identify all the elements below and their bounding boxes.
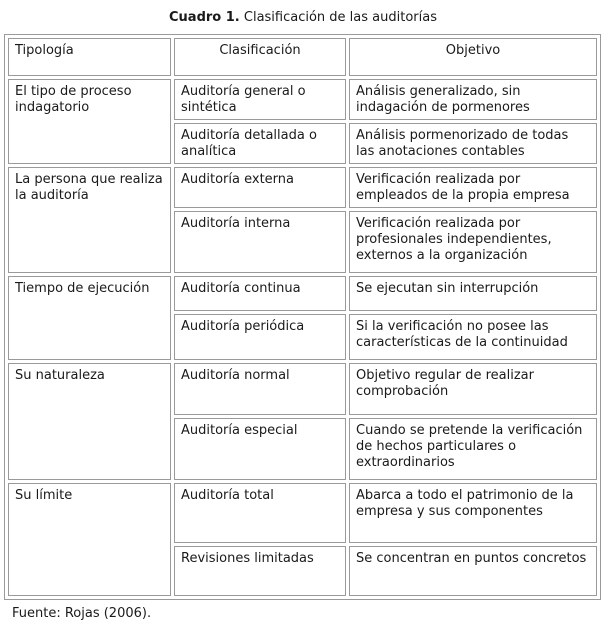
tipologia-cell: La persona que realiza la auditoría [8, 167, 171, 273]
clasificacion-cell: Auditoría general o sintética [174, 79, 346, 120]
objetivo-cell: Verificación realizada por empleados de la propia empresa [349, 167, 597, 208]
tipologia-cell: Su naturaleza [8, 363, 171, 480]
objetivo-cell: Objetivo regular de realizar comprobación [349, 363, 597, 415]
col-header-clasificacion: Clasificación [174, 38, 346, 76]
tipologia-cell: Tiempo de ejecución [8, 276, 171, 360]
objetivo-cell: Abarca a todo el patrimonio de la empresa y sus componentes [349, 483, 597, 543]
source-note: Fuente: Rojas (2006). [12, 606, 152, 621]
clasificacion-cell: Auditoría normal [174, 363, 346, 415]
objetivo-cell: Verificación realizada por profesionales independientes, externos a la organización [349, 211, 597, 273]
clasificacion-cell: Auditoría interna [174, 211, 346, 273]
clasificacion-cell: Auditoría detallada o analítica [174, 123, 346, 164]
clasificacion-cell: Auditoría continua [174, 276, 346, 311]
clasificacion-cell: Auditoría especial [174, 418, 346, 480]
objetivo-cell: Si la verificación no posee las características de la continuidad [349, 314, 597, 360]
objetivo-cell: Se concentran en puntos concretos [349, 546, 597, 596]
table-row [8, 79, 597, 120]
caption-label: Cuadro 1. [169, 10, 240, 25]
objetivo-cell: Análisis generalizado, sin indagación de pormenores [349, 79, 597, 120]
col-header-tipologia: Tipología [8, 38, 171, 76]
clasificacion-cell: Auditoría externa [174, 167, 346, 208]
tipologia-cell: El tipo de proceso indagatorio [8, 79, 171, 164]
clasificacion-cell: Auditoría periódica [174, 314, 346, 360]
audit-classification-table [4, 34, 601, 600]
objetivo-cell: Cuando se pretende la verificación de hechos particulares o extraordinarios [349, 418, 597, 480]
col-header-objetivo: Objetivo [349, 38, 597, 76]
caption-text: Clasificación de las auditorías [243, 10, 437, 25]
table-row [8, 483, 597, 543]
table-caption [4, 6, 602, 34]
table-row [8, 276, 597, 311]
objetivo-cell: Análisis pormenorizado de todas las anotaciones contables [349, 123, 597, 164]
table-row [8, 363, 597, 415]
table-row [8, 167, 597, 208]
clasificacion-cell: Revisiones limitadas [174, 546, 346, 596]
header-row [8, 38, 597, 76]
clasificacion-cell: Auditoría total [174, 483, 346, 543]
tipologia-cell: Su límite [8, 483, 171, 596]
objetivo-cell: Se ejecutan sin interrupción [349, 276, 597, 311]
